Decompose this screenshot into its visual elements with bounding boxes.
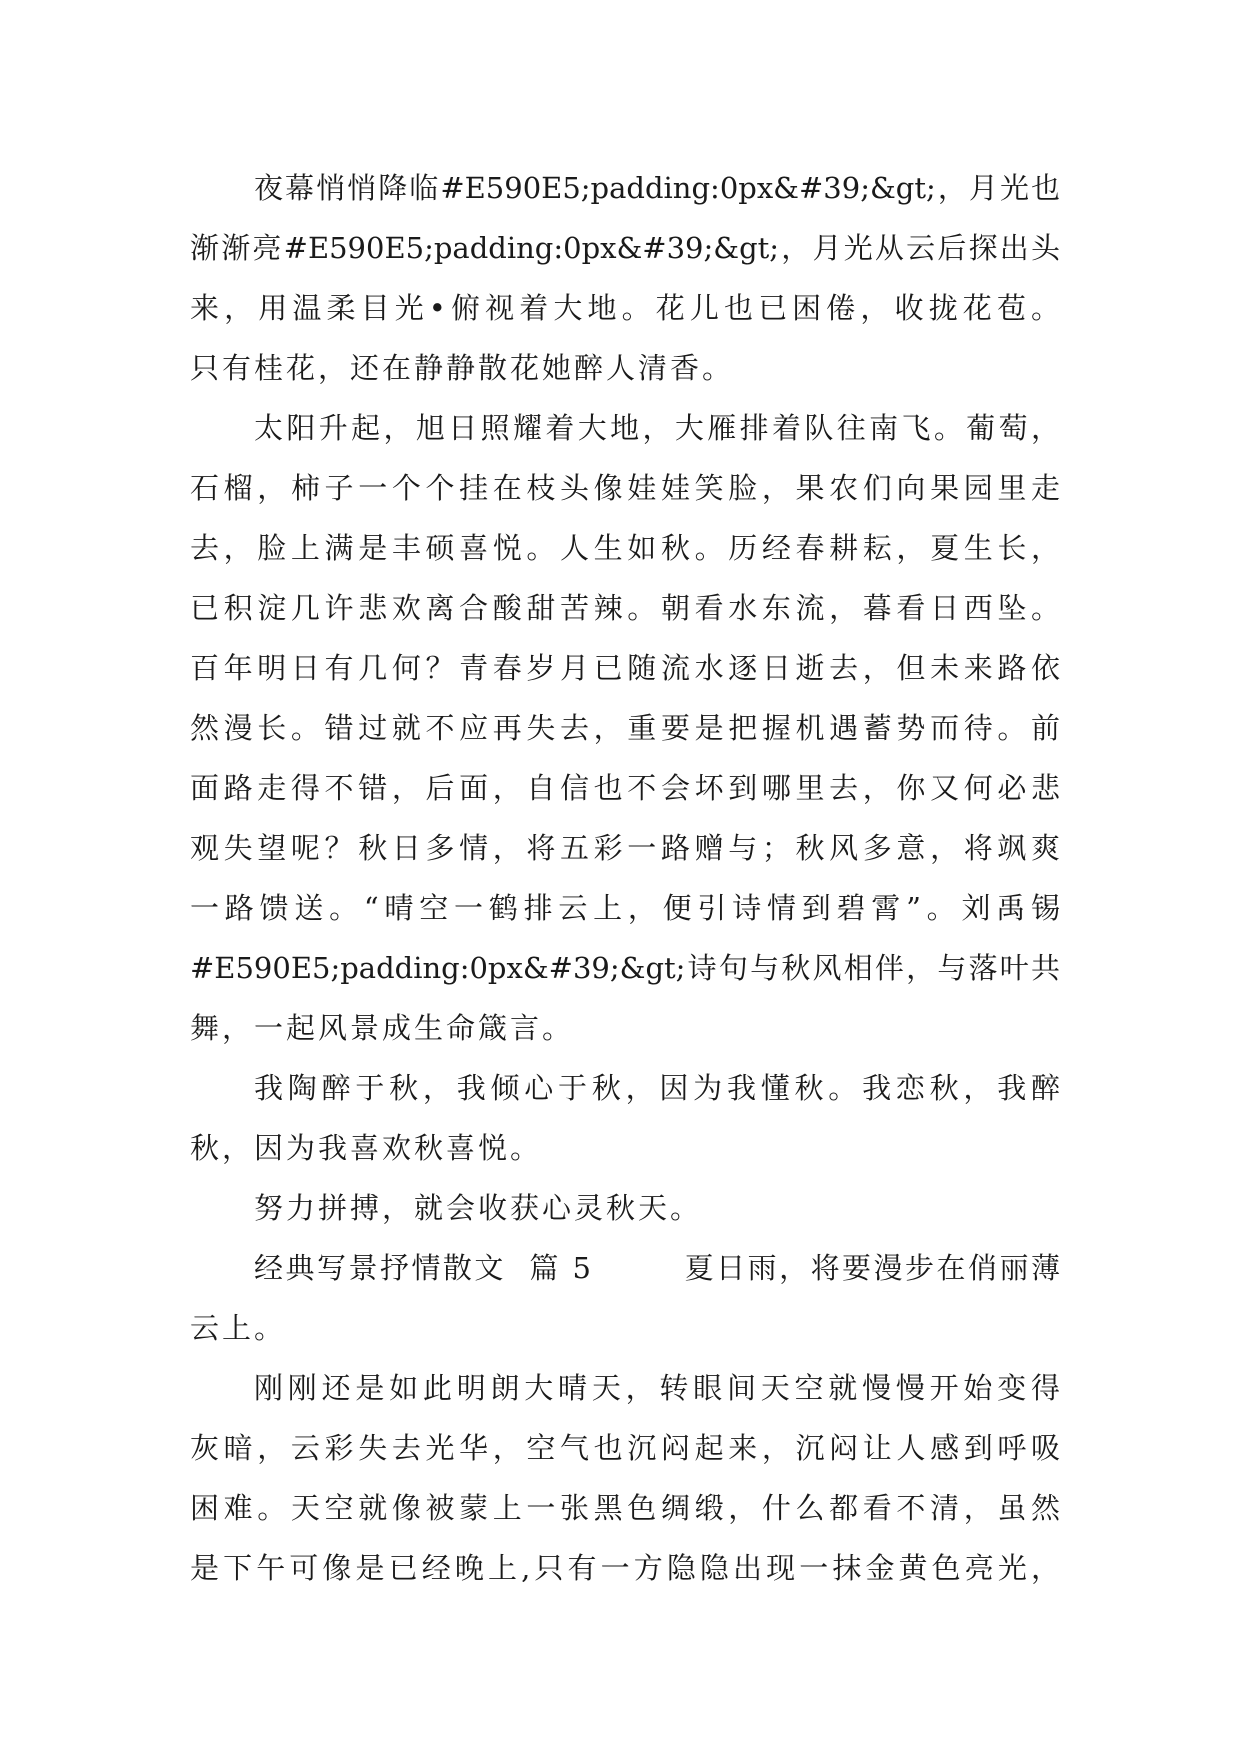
text-line: 观失望呢？秋日多情，将五彩一路赠与；秋风多意，将飒爽: [190, 831, 1060, 865]
text-line: 然漫长。错过就不应再失去，重要是把握机遇蓄势而待。前: [190, 711, 1060, 745]
text-line: 太阳升起，旭日照耀着大地，大雁排着队往南飞。葡萄，: [254, 411, 1060, 445]
text-line: 来，用温柔目光•俯视着大地。花儿也已困倦，收拢花苞。: [190, 291, 1060, 325]
text-line: 已积淀几许悲欢离合酸甜苦辣。朝看水东流，暮看日西坠。: [190, 591, 1060, 625]
text-line: 我陶醉于秋，我倾心于秋，因为我懂秋。我恋秋，我醉: [254, 1071, 1060, 1105]
text-line: 云上。: [190, 1311, 287, 1345]
text-line: 秋，因为我喜欢秋喜悦。: [190, 1131, 543, 1165]
text-line: #E590E5;padding:0px&#39;&gt;诗句与秋风相伴，与落叶共: [190, 951, 1060, 985]
text-line: 刚刚还是如此明朗大晴天，转眼间天空就慢慢开始变得: [254, 1371, 1060, 1405]
text-line: 夜幕悄悄降临#E590E5;padding:0px&#39;&gt;，月光也: [254, 171, 1060, 205]
text-line: 困难。天空就像被蒙上一张黑色绸缎，什么都看不清，虽然: [190, 1491, 1060, 1525]
text-line: 一路馈送。“晴空一鹤排云上，便引诗情到碧霄”。刘禹锡: [190, 891, 1060, 925]
document-body: [190, 158, 1060, 1598]
text-line: 灰暗，云彩失去光华，空气也沉闷起来，沉闷让人感到呼吸: [190, 1431, 1060, 1465]
text-line: 舞，一起风景成生命箴言。: [190, 1011, 575, 1045]
text-line: 是下午可像是已经晚上,只有一方隐隐出现一抹金黄色亮光，: [190, 1551, 1060, 1585]
text-line: 面路走得不错，后面，自信也不会坏到哪里去，你又何必悲: [190, 771, 1060, 805]
text-line: 只有桂花，还在静静散花她醉人清香。: [190, 351, 735, 385]
text-line: 百年明日有几何？青春岁月已随流水逐日逝去，但未来路依: [190, 651, 1060, 685]
text-line: 渐渐亮#E590E5;padding:0px&#39;&gt;，月光从云后探出头: [190, 231, 1060, 265]
text-line: 努力拼搏，就会收获心灵秋天。: [254, 1191, 703, 1225]
text-line: 石榴，柿子一个个挂在枝头像娃娃笑脸，果农们向果园里走: [190, 471, 1060, 505]
text-line: 去，脸上满是丰硕喜悦。人生如秋。历经春耕耘，夏生长，: [190, 531, 1060, 565]
section-heading-line: 经典写景抒情散文 篇 5 夏日雨，将要漫步在俏丽薄: [254, 1251, 1060, 1285]
